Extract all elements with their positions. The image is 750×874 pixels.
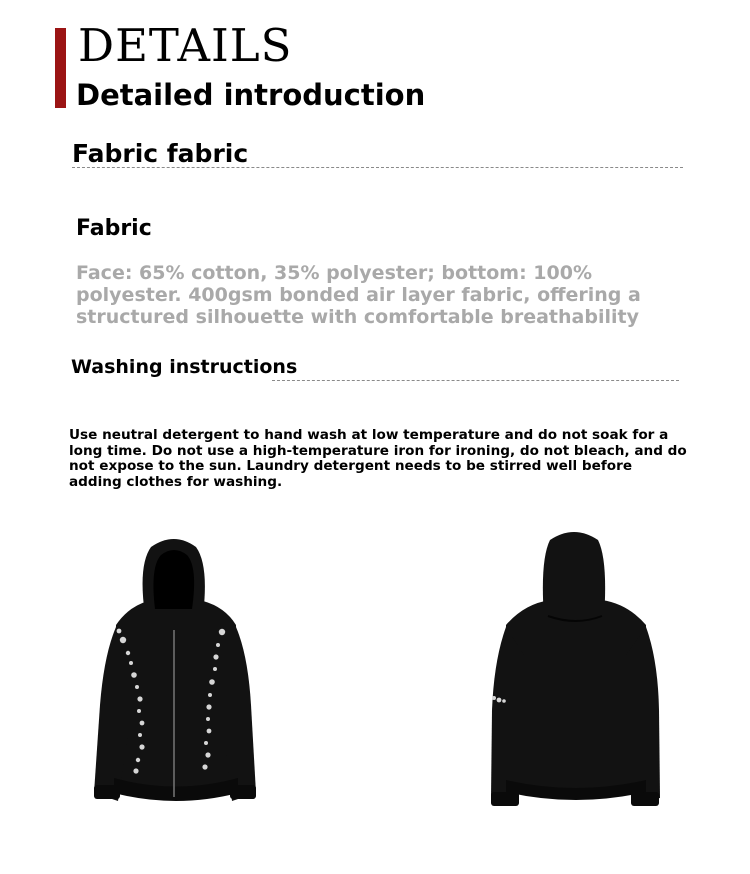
washing-instructions: Use neutral detergent to hand wash at low temperature and do not soak for a long time. Do not use a high-temperature iron for ironing, do not bleach, and do not expose to the sun. Laundry detergent needs to be stirred well before adding clothes for washing. xyxy=(69,427,687,490)
fabric-divider xyxy=(72,167,683,168)
washing-divider xyxy=(272,380,679,381)
fabric-description: Face: 65% cotton, 35% polyester; bottom: 100% polyester. 400gsm bonded air layer fabric, offering a structured silhouette with comfortable breathability xyxy=(76,262,641,328)
fabric-label: Fabric xyxy=(76,216,152,241)
product-image-front xyxy=(88,535,263,810)
page-subtitle: Detailed introduction xyxy=(76,78,426,112)
page-title: DETAILS xyxy=(78,19,293,72)
product-image-back xyxy=(488,530,663,815)
fabric-section-heading: Fabric fabric xyxy=(72,139,249,168)
accent-bar xyxy=(55,28,66,108)
washing-section-heading: Washing instructions xyxy=(71,356,298,378)
